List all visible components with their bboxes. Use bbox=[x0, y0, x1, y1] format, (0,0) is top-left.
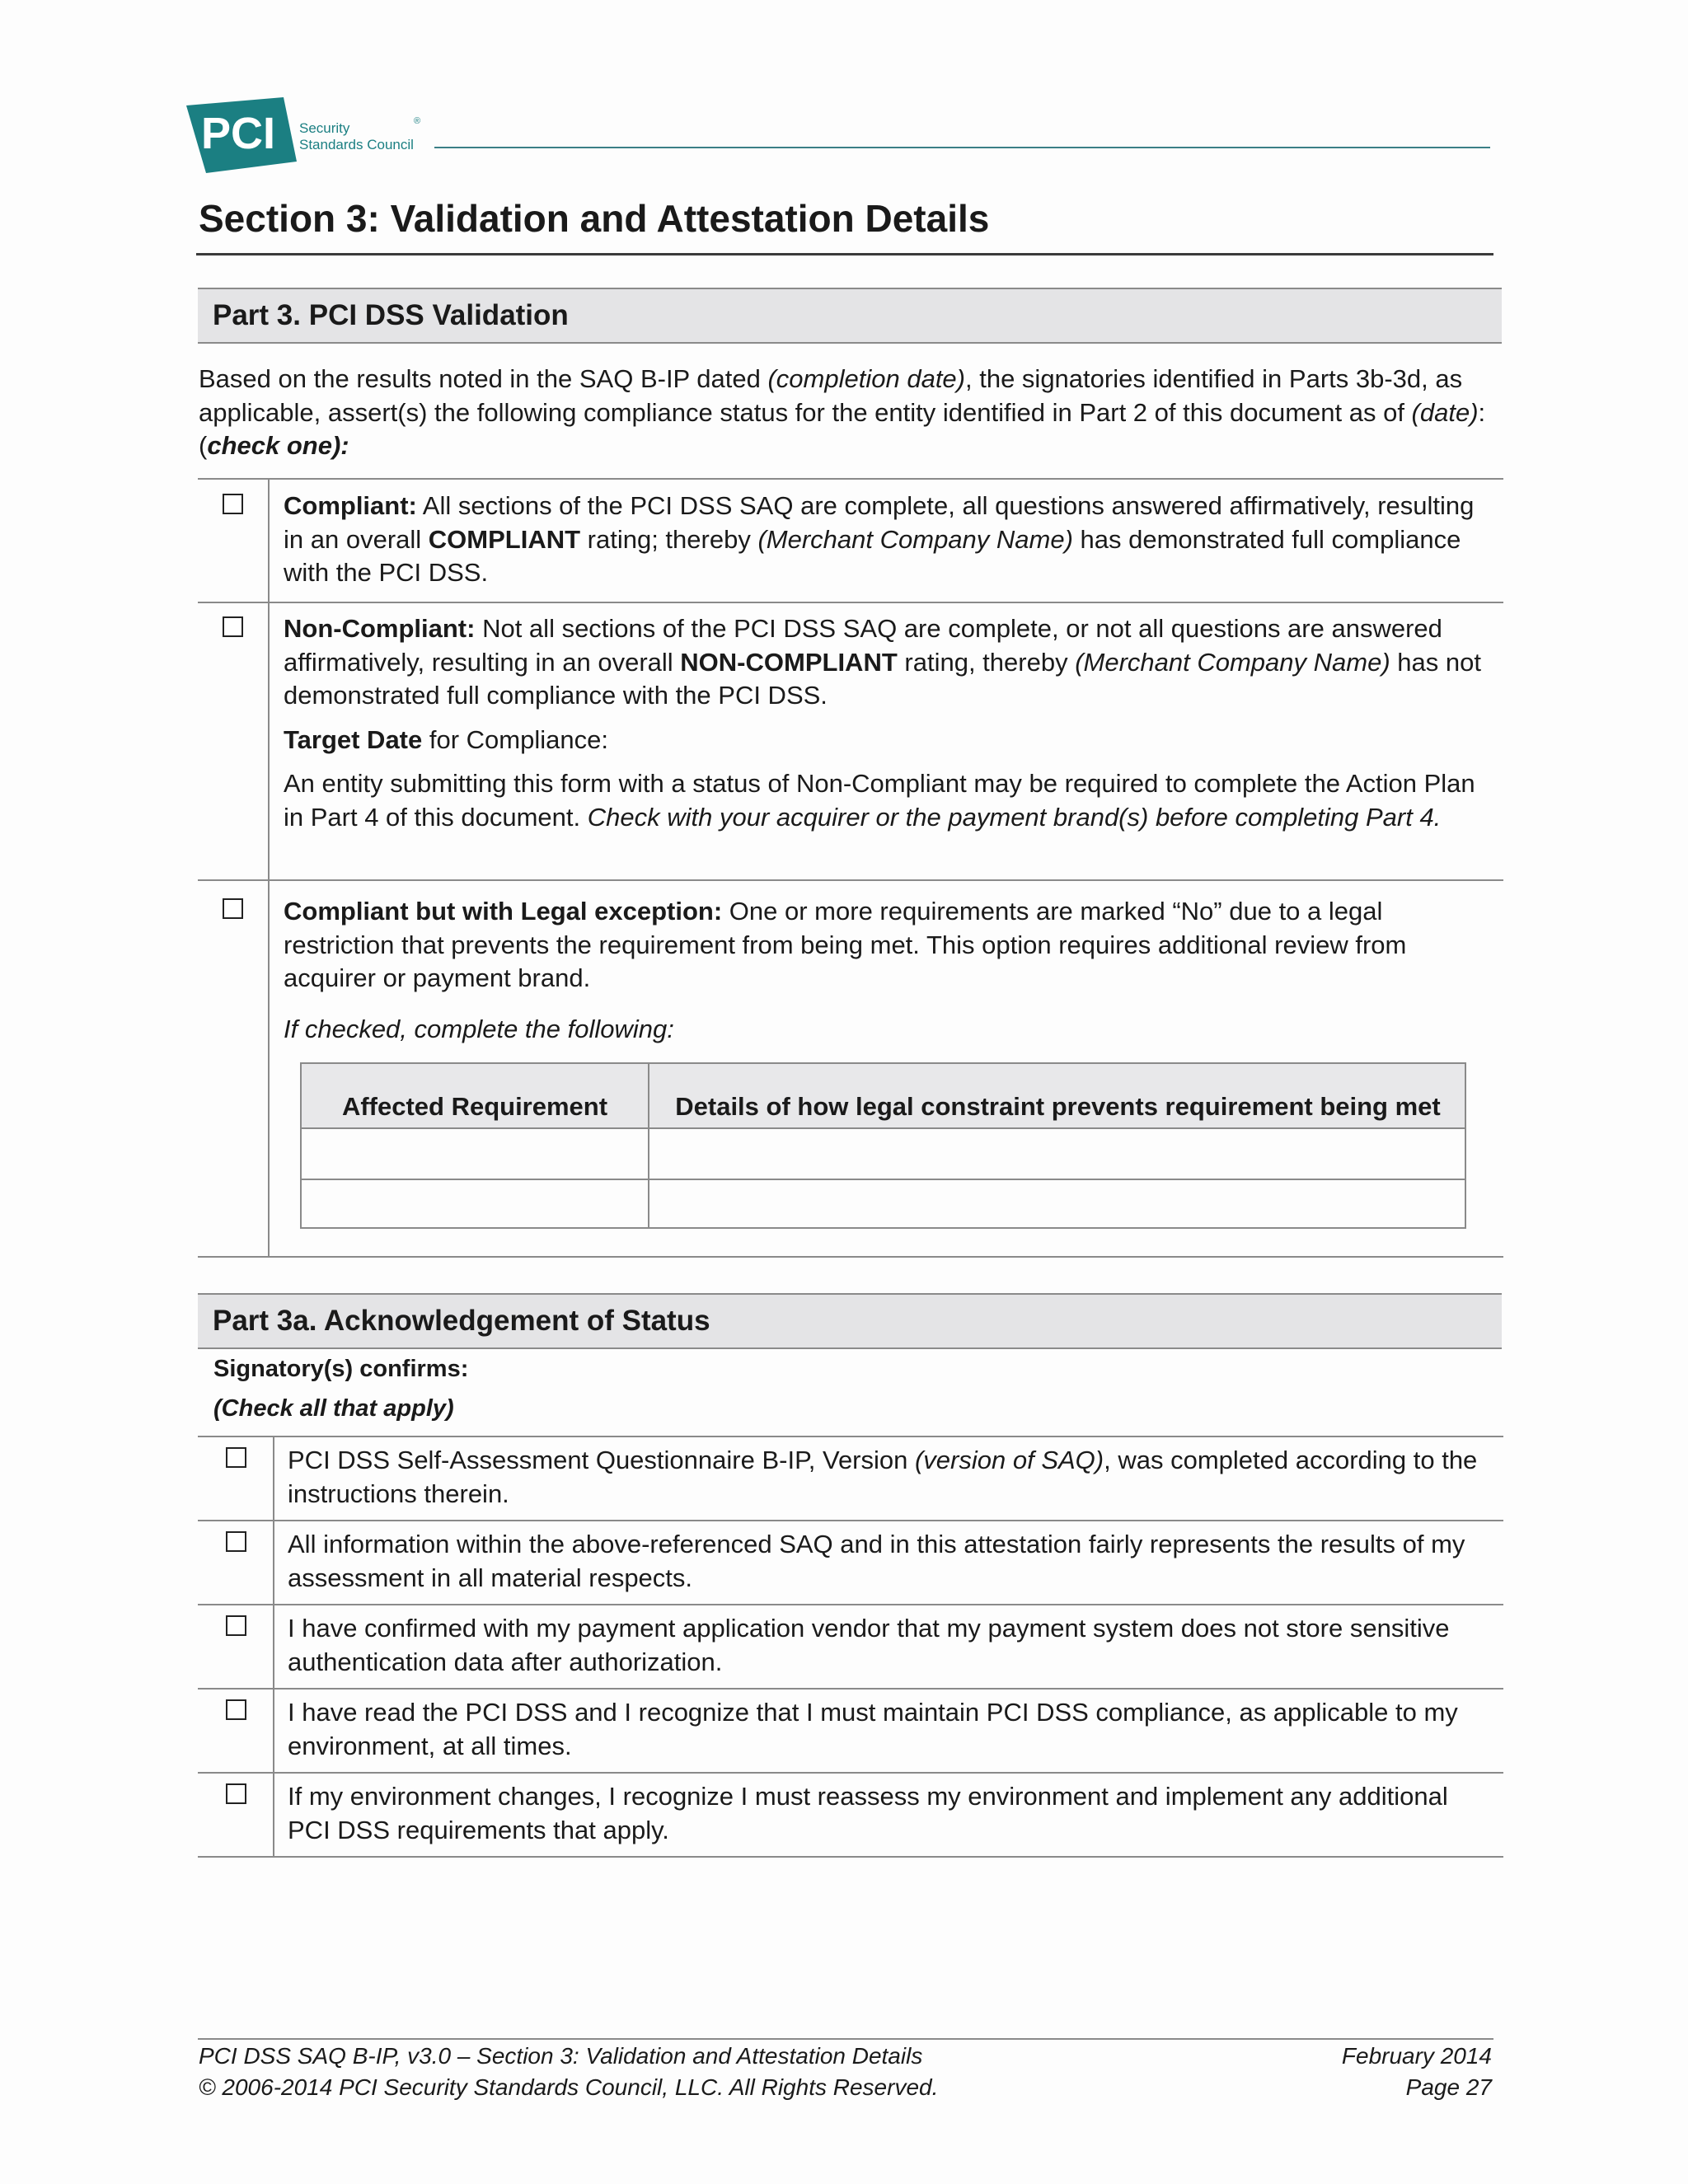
noncompliant-option bbox=[284, 612, 1487, 713]
part3-header: Part 3. PCI DSS Validation bbox=[198, 288, 1502, 344]
intro-text-2: , the signatories identified in Parts 3b-3d, as applicable, assert(s) the following compliance status for the entity identified in Part 2 of this document as of bbox=[199, 364, 1463, 427]
compliant-checkbox[interactable] bbox=[223, 494, 243, 514]
ack-checkbox-4[interactable] bbox=[226, 1699, 246, 1720]
legal-table-row-divider bbox=[300, 1179, 1466, 1180]
affected-requirement-header: Affected Requirement bbox=[341, 1092, 608, 1121]
options-bottom-rule bbox=[198, 1256, 1503, 1258]
noncompliant-company: (Merchant Company Name) bbox=[1075, 647, 1390, 677]
ack-rule-5 bbox=[198, 1856, 1503, 1858]
ack-item-1 bbox=[288, 1444, 1491, 1511]
if-checked-text: If checked, complete the following: bbox=[284, 1015, 674, 1043]
intro-check-one: check one): bbox=[207, 431, 349, 460]
ack-column-divider bbox=[273, 1436, 274, 1856]
ack-item-1-text-a: PCI DSS Self-Assessment Questionnaire B-IP, Version bbox=[288, 1446, 915, 1474]
legal-exception-label: Compliant but with Legal exception: bbox=[284, 897, 723, 926]
header-rule bbox=[434, 147, 1490, 148]
target-date-label: Target Date bbox=[284, 725, 423, 754]
noncompliant-checkbox[interactable] bbox=[223, 616, 243, 637]
ack-item-5: If my environment changes, I recognize I must reassess my environment and implement any additional PCI DSS requirements that apply. bbox=[288, 1782, 1448, 1844]
noncompliant-text-1: Not all sections of the PCI DSS SAQ are complete, or not all questions are answered affirmatively, resulting in an overall bbox=[284, 614, 1442, 677]
pci-logo bbox=[186, 97, 425, 176]
intro-date: (date) bbox=[1411, 397, 1479, 427]
intro-text-1: Based on the results noted in the SAQ B-IP dated bbox=[199, 364, 768, 393]
part3a-header: Part 3a. Acknowledgement of Status bbox=[198, 1293, 1502, 1349]
ack-item-1-version: (version of SAQ) bbox=[914, 1446, 1104, 1474]
signatory-confirms: Signatory(s) confirms: bbox=[213, 1356, 469, 1382]
footer-date: February 2014 bbox=[1341, 2043, 1492, 2069]
section-rule bbox=[196, 253, 1493, 255]
ack-checkbox-3[interactable] bbox=[226, 1615, 246, 1636]
footer-left-line2: © 2006-2014 PCI Security Standards Council, LLC. All Rights Reserved. bbox=[199, 2074, 939, 2100]
ack-item-4: I have read the PCI DSS and I recognize that I must maintain PCI DSS compliance, as applicable to my environment, at all times. bbox=[288, 1698, 1458, 1760]
ack-checkbox-2[interactable] bbox=[226, 1531, 246, 1552]
compliant-option bbox=[284, 490, 1487, 590]
legal-exception-checkbox[interactable] bbox=[223, 898, 243, 919]
compliant-text-1: All sections of the PCI DSS SAQ are complete, all questions answered affirmatively, resulting in an overall bbox=[284, 491, 1475, 554]
noncompliant-text-2: rating, thereby bbox=[897, 647, 1076, 677]
logo-mark-text: PCI bbox=[201, 109, 276, 158]
check-all-that-apply: (Check all that apply) bbox=[213, 1395, 454, 1422]
part3-intro bbox=[199, 363, 1497, 463]
ack-rule-4 bbox=[198, 1772, 1503, 1774]
noncompliant-note-1: An entity submitting this form with a status of Non-Compliant may be required to complete the Action Plan in Part 4 of this document. bbox=[284, 769, 1475, 832]
legal-details-header: Details of how legal constraint prevents requirement being met bbox=[675, 1092, 1441, 1121]
legal-exception-option bbox=[284, 895, 1487, 996]
logo-registered: ® bbox=[414, 116, 421, 126]
compliant-label: Compliant: bbox=[284, 491, 417, 520]
ack-rule-0 bbox=[198, 1436, 1503, 1437]
affected-requirement-cell-1[interactable] bbox=[303, 1131, 646, 1177]
noncompliant-rating: NON-COMPLIANT bbox=[680, 647, 898, 677]
options-rule-2 bbox=[198, 879, 1503, 881]
intro-completion-date: (completion date) bbox=[767, 364, 965, 393]
compliant-text-2: rating; thereby bbox=[580, 524, 758, 554]
logo-line1: Security bbox=[299, 120, 350, 136]
ack-item-1-text-c: , was completed according to the instructions therein. bbox=[288, 1446, 1478, 1508]
noncompliant-note-2: Check with your acquirer or the payment brand(s) before completing Part 4. bbox=[587, 802, 1442, 832]
target-date-line bbox=[284, 724, 1487, 757]
ack-checkbox-1[interactable] bbox=[226, 1447, 246, 1468]
logo-line2: Standards Council bbox=[299, 137, 414, 152]
ack-checkbox-5[interactable] bbox=[226, 1783, 246, 1804]
legal-details-cell-2[interactable] bbox=[651, 1181, 1464, 1227]
noncompliant-text-3: has not demonstrated full compliance with the PCI DSS. bbox=[284, 647, 1481, 710]
legal-exception-text: One or more requirements are marked “No” due to a legal restriction that prevents the requirement from being met. This option requires additional review from acquirer or payment brand. bbox=[284, 897, 1407, 992]
target-date-rest: for Compliance: bbox=[422, 725, 608, 754]
footer-page-number: Page 27 bbox=[1405, 2074, 1492, 2100]
noncompliant-note bbox=[284, 767, 1487, 834]
compliant-company: (Merchant Company Name) bbox=[757, 524, 1073, 554]
compliant-text-3: has demonstrated full compliance with the PCI DSS. bbox=[284, 524, 1461, 587]
if-checked-note bbox=[284, 1013, 1487, 1047]
section-title: Section 3: Validation and Attestation Details bbox=[199, 197, 990, 240]
ack-rule-1 bbox=[198, 1520, 1503, 1521]
options-rule-1 bbox=[198, 602, 1503, 603]
footer-left-line1: PCI DSS SAQ B-IP, v3.0 – Section 3: Validation and Attestation Details bbox=[199, 2043, 923, 2069]
affected-requirement-cell-2[interactable] bbox=[303, 1181, 646, 1227]
legal-details-cell-1[interactable] bbox=[651, 1131, 1464, 1177]
compliant-rating: COMPLIANT bbox=[428, 524, 581, 554]
ack-item-2: All information within the above-referenced SAQ and in this attestation fairly represents the results of my assessment in all material respects. bbox=[288, 1530, 1465, 1592]
ack-rule-3 bbox=[198, 1688, 1503, 1690]
options-top-rule bbox=[198, 478, 1503, 480]
footer-rule bbox=[198, 2038, 1493, 2040]
legal-table-col-divider bbox=[648, 1062, 649, 1229]
intro-text-3: : ( bbox=[199, 397, 1486, 460]
noncompliant-label: Non-Compliant: bbox=[284, 614, 476, 643]
options-column-divider bbox=[268, 478, 270, 1256]
ack-rule-2 bbox=[198, 1604, 1503, 1605]
ack-item-3: I have confirmed with my payment application vendor that my payment system does not store sensitive authentication data after authorization. bbox=[288, 1614, 1450, 1676]
